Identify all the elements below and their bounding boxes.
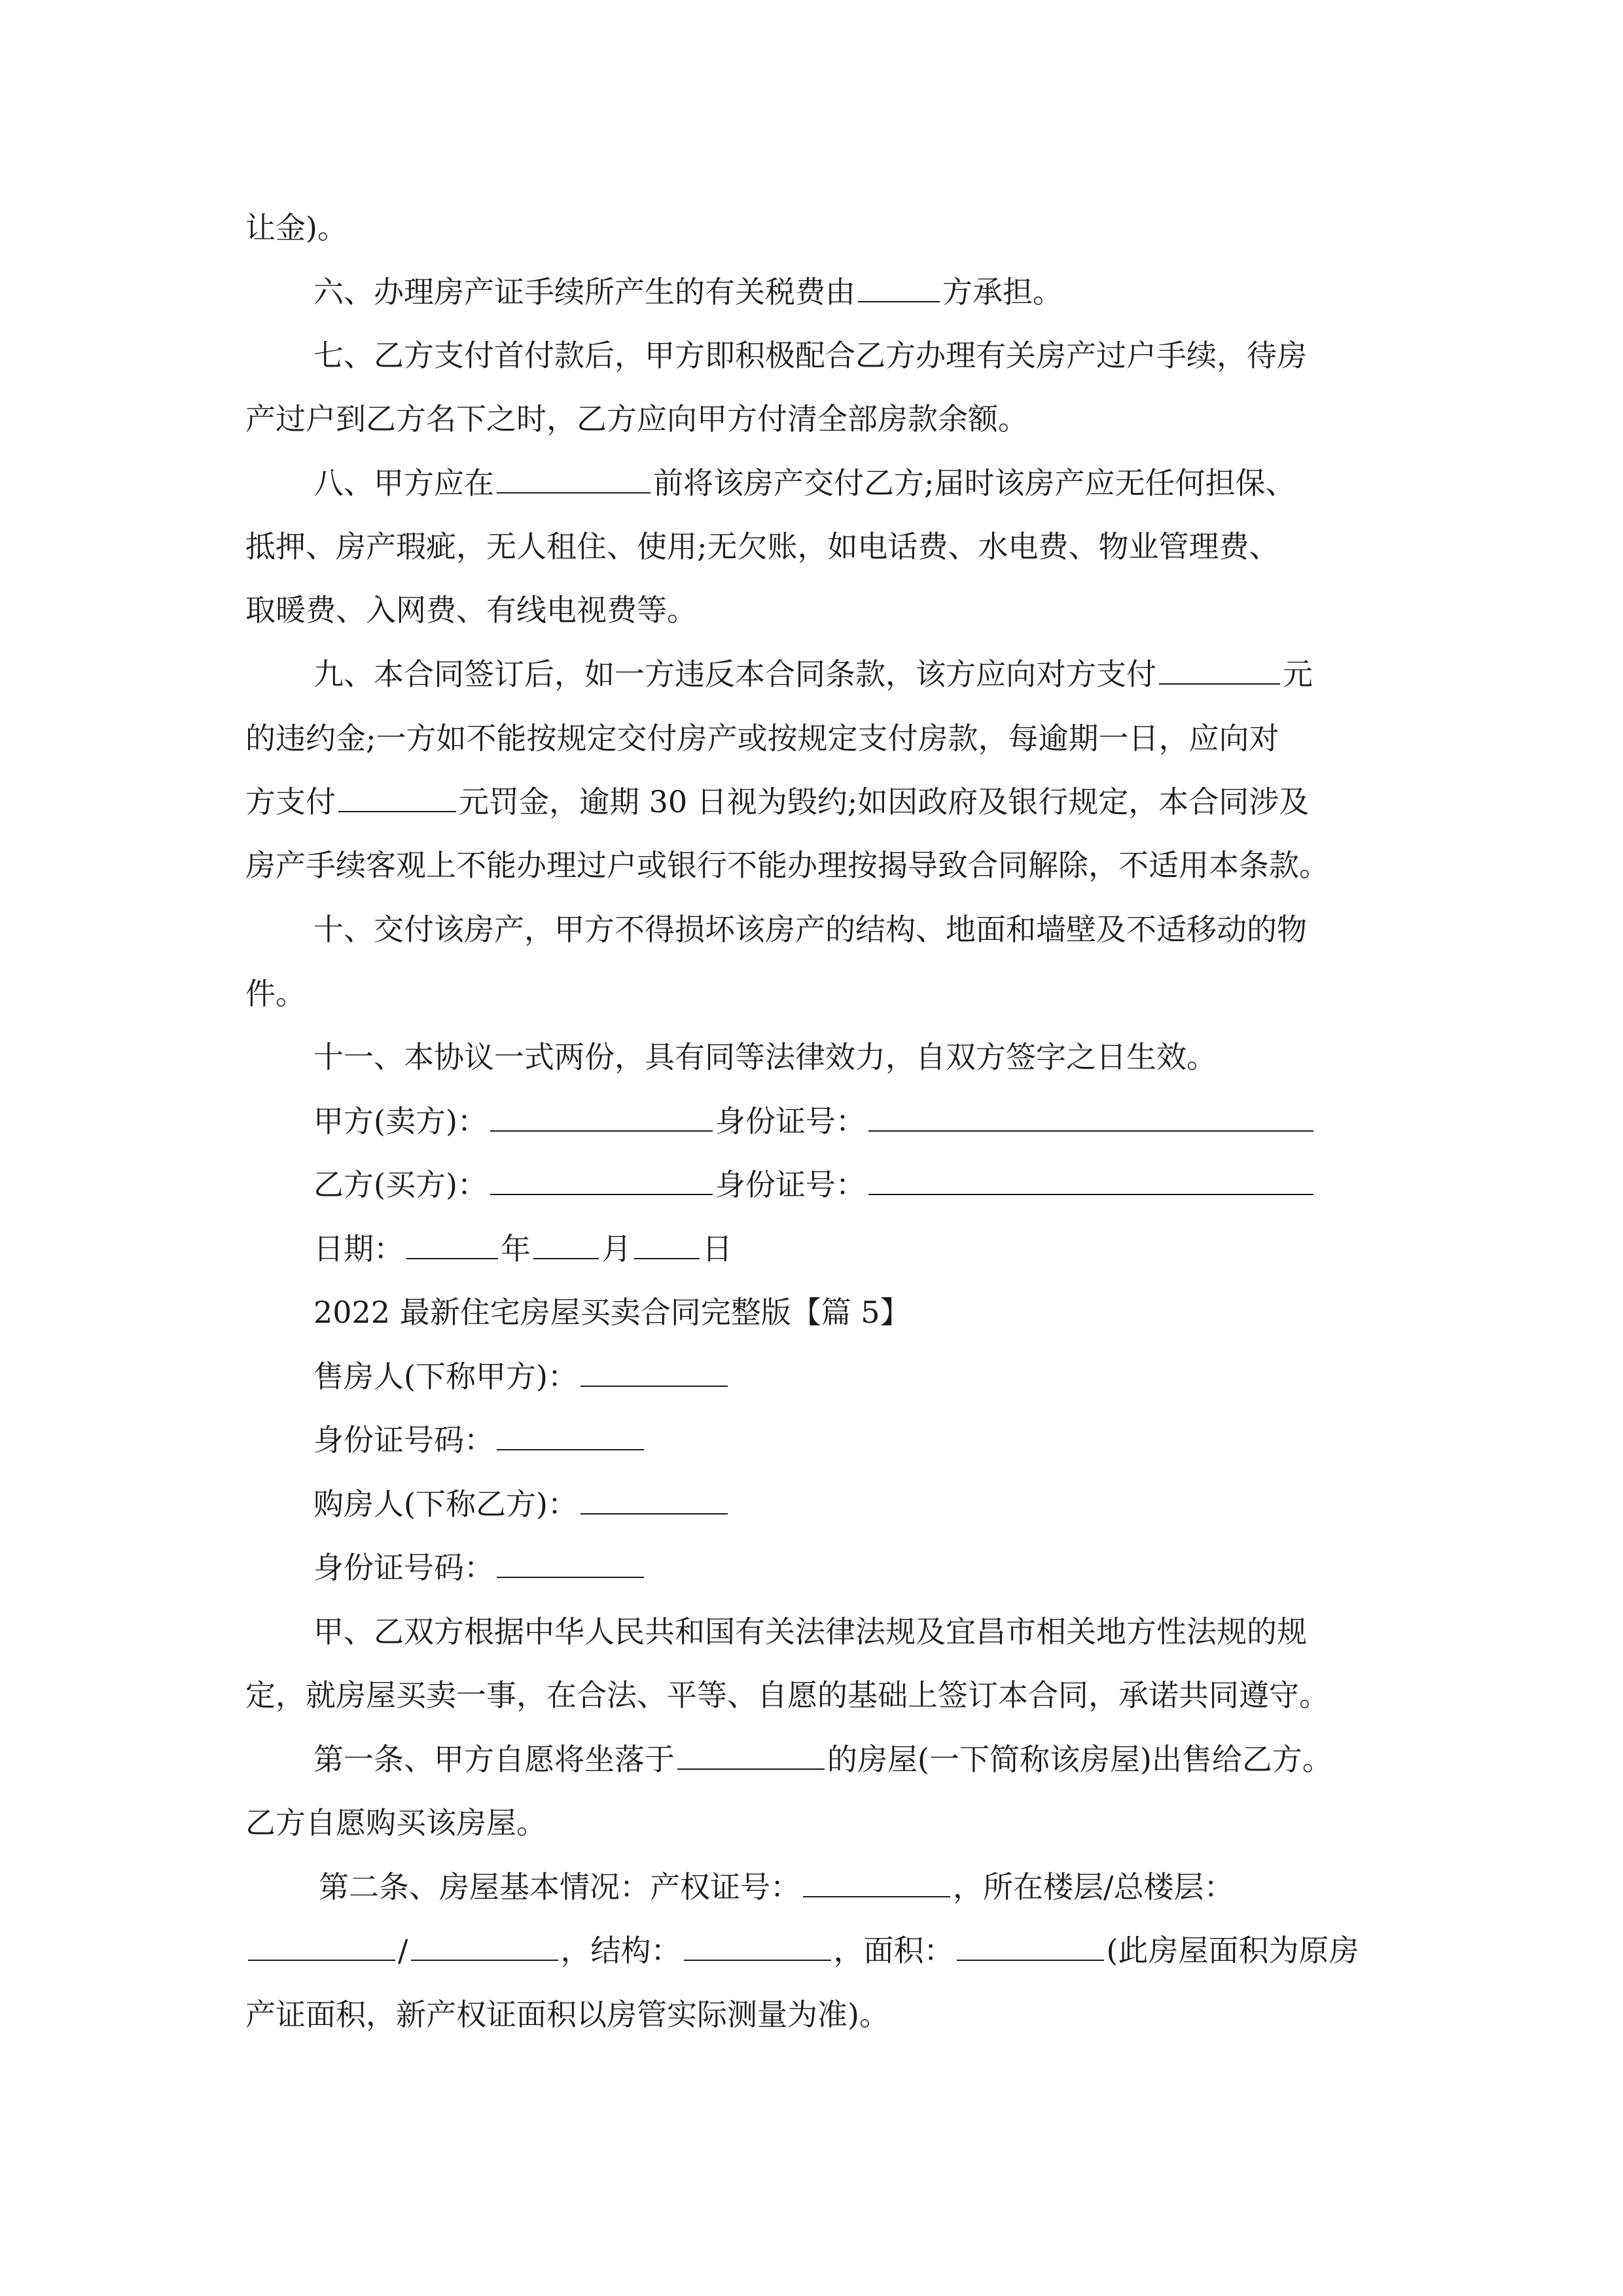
text-line: 取暖费、入网费、有线电视费等。: [245, 592, 697, 628]
location-field[interactable]: [677, 1742, 825, 1770]
text-line: 购房人(下称乙方)：: [313, 1484, 730, 1524]
buyer-id-number-field[interactable]: [497, 1551, 644, 1578]
text-line: 十、交付该房产，甲方不得损坏该房产的结构、地面和墙壁及不适移动的物: [313, 912, 1307, 947]
floor-field[interactable]: [248, 1933, 395, 1961]
document-page: [245, 0, 1387, 2296]
text-line: / ，结构： ，面积： (此房屋面积为原房: [245, 1931, 1359, 1970]
text-line: 产证面积，新产权证面积以房管实际测量为准)。: [245, 1997, 889, 2032]
year-field[interactable]: [406, 1232, 498, 1259]
text-line: 第二条、房屋基本情况：产权证号： ，所在楼层/总楼层：: [319, 1869, 1234, 1905]
text-line: 让金)。: [245, 210, 348, 245]
section-title: 2022 最新住宅房屋买卖合同完整版【篇 5】: [313, 1295, 910, 1330]
text-line: 定，就房屋买卖一事，在合法、平等、自愿的基础上签订本合同，承诺共同遵守。: [245, 1677, 1329, 1713]
day-field[interactable]: [634, 1232, 700, 1259]
signature-line-seller: 甲方(卖方)： 身份证号：: [313, 1102, 1316, 1141]
buyer-name-field[interactable]: [490, 1168, 713, 1195]
blank-field[interactable]: [858, 275, 940, 302]
text-line: 房产手续客观上不能办理过户或银行不能办理按揭导致合同解除，不适用本条款。: [245, 848, 1329, 883]
text-line: 乙方自愿购买该房屋。: [245, 1805, 546, 1840]
text-line: 六、办理房产证手续所产生的有关税费由 方承担。: [313, 274, 1063, 310]
month-field[interactable]: [533, 1232, 599, 1259]
text-line: 产过户到乙方名下之时，乙方应向甲方付清全部房款余额。: [245, 401, 1028, 437]
signature-line-buyer: 乙方(买方)： 身份证号：: [313, 1165, 1316, 1204]
text-line: 抵押、房产瑕疵，无人租住、使用;无欠账，如电话费、水电费、物业管理费、: [245, 529, 1279, 564]
seller-name-field[interactable]: [490, 1104, 713, 1132]
property-cert-field[interactable]: [803, 1870, 950, 1897]
text-line: 第一条、甲方自愿将坐落于 的房屋(一下简称该房屋)出售给乙方。: [313, 1742, 1332, 1777]
buyer-id-field[interactable]: [868, 1168, 1313, 1195]
buyer-field[interactable]: [580, 1487, 728, 1515]
text-line: 甲、乙双方根据中华人民共和国有关法律法规及宜昌市相关地方性法规的规: [313, 1614, 1307, 1649]
text-line: 售房人(下称甲方)：: [313, 1357, 730, 1396]
text-line: 件。: [245, 976, 306, 1011]
area-field[interactable]: [957, 1933, 1104, 1961]
blank-field[interactable]: [1159, 657, 1280, 685]
text-line: 七、乙方支付首付款后，甲方即积极配合乙方办理有关房产过户手续，待房: [313, 338, 1307, 373]
seller-field[interactable]: [580, 1359, 728, 1387]
text-line: 八、甲方应在 前将该房产交付乙方;届时该房产应无任何担保、: [313, 465, 1296, 501]
blank-field[interactable]: [497, 466, 651, 493]
seller-id-field[interactable]: [868, 1104, 1313, 1132]
text-line: 身份证号码：: [313, 1420, 647, 1460]
blank-field[interactable]: [338, 785, 456, 812]
text-line: 的违约金;一方如不能按规定交付房产或按规定支付房款，每逾期一日，应向对: [245, 721, 1279, 756]
date-line: 日期： 年 月 日: [313, 1231, 732, 1266]
seller-id-number-field[interactable]: [497, 1423, 644, 1450]
text-line: 方支付 元罚金，逾期 30 日视为毁约;如因政府及银行规定，本合同涉及: [245, 784, 1310, 819]
text-line: 身份证号码：: [313, 1548, 647, 1587]
text-line: 十一、本协议一式两份，具有同等法律效力，自双方签字之日生效。: [313, 1039, 1217, 1075]
structure-field[interactable]: [684, 1933, 831, 1961]
text-line: 九、本合同签订后，如一方违反本合同条款，该方应向对方支付 元: [313, 656, 1313, 692]
total-floor-field[interactable]: [411, 1933, 558, 1961]
